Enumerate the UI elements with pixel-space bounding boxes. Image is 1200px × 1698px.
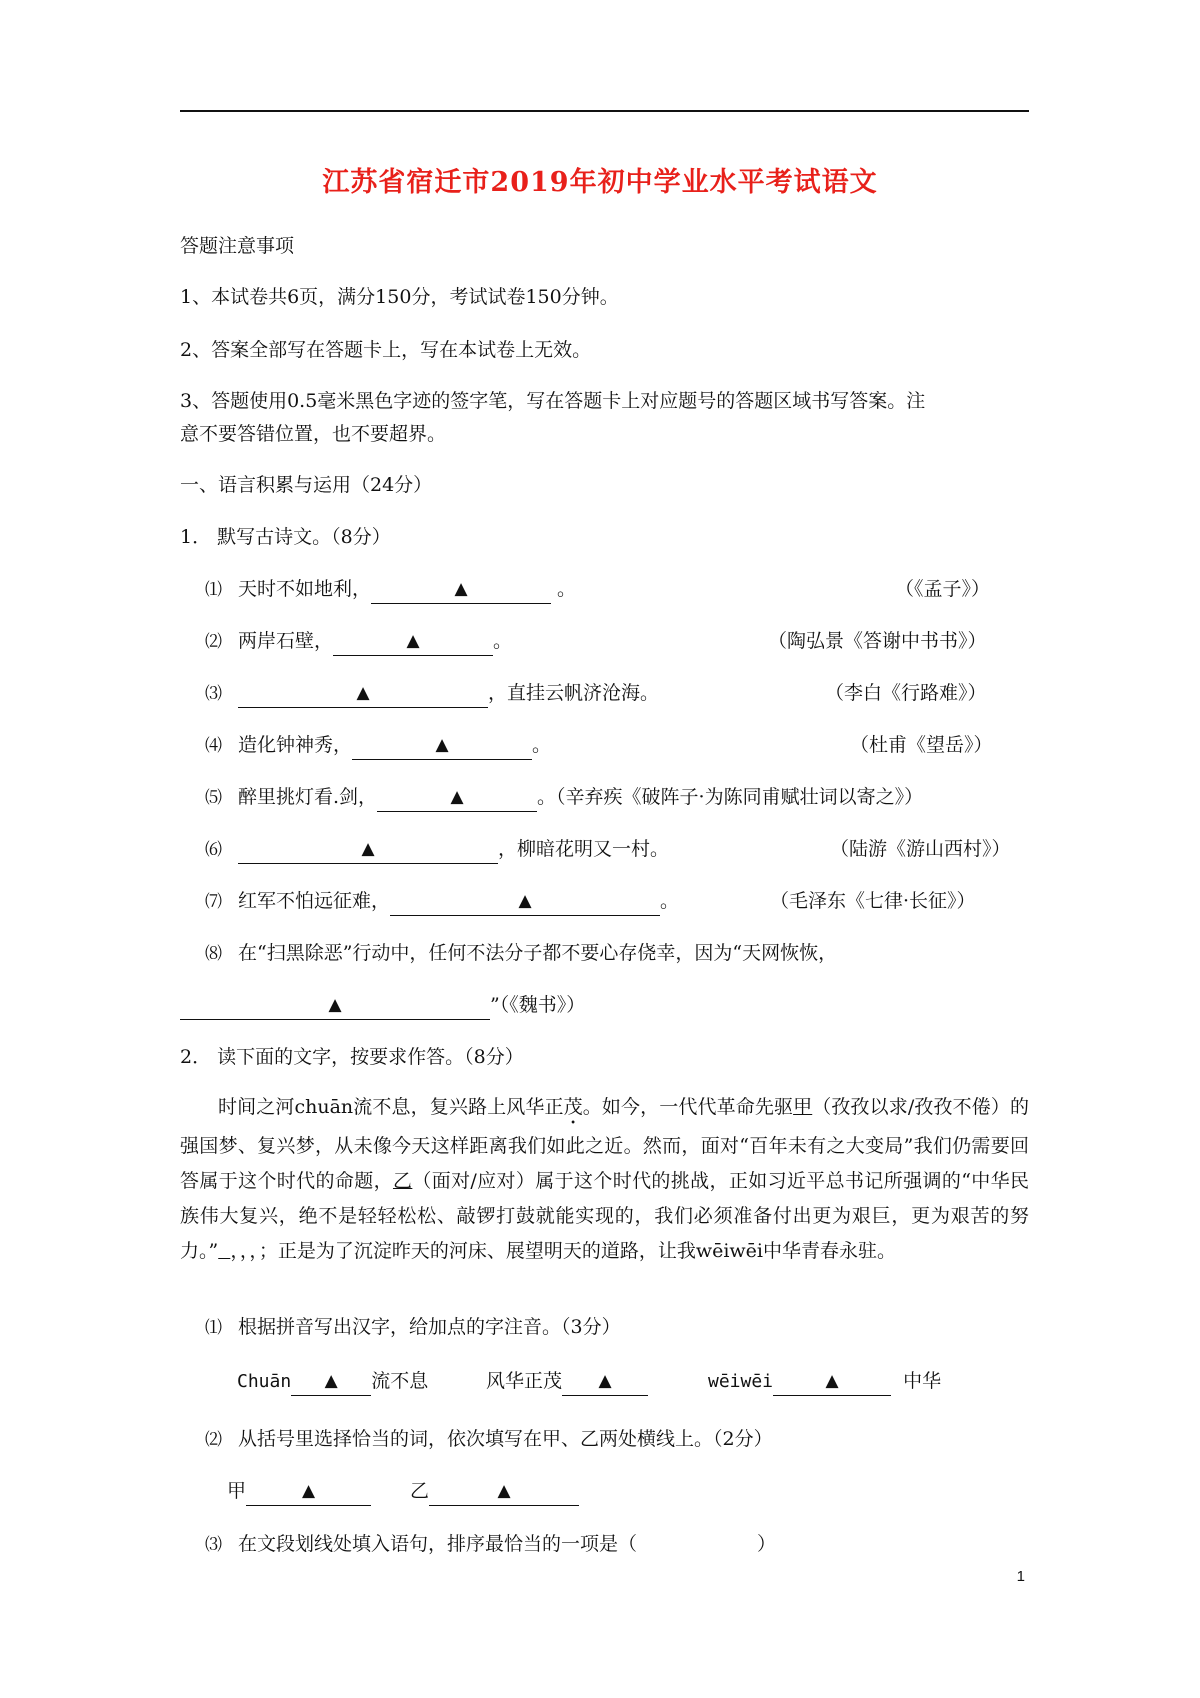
q2-sub-1-answers (237, 1372, 428, 1393)
triangle-marker-icon: ▲ (497, 1481, 511, 1501)
blank-marker-yi: 乙 (392, 1170, 413, 1192)
triangle-marker-icon: ▲ (454, 579, 468, 599)
answer-blank[interactable] (238, 839, 498, 864)
answer-blank[interactable] (291, 1371, 371, 1396)
prompt-tail: 。（辛弃疾《破阵子·为陈同甫赋壮词以寄之》） (537, 786, 924, 808)
passage-text: 时间之河chuān流不息，复兴路上风华正 (218, 1096, 564, 1118)
word-tail: 中华 (903, 1370, 942, 1392)
section-1-heading: 一、语言积累与运用（24分） (180, 474, 433, 496)
q1-heading: 1． 默写古诗文。（8分） (180, 526, 391, 548)
item-number: ⑺ (205, 892, 222, 912)
item-number: ⑻ (205, 944, 222, 964)
page-number: 1 (1016, 1568, 1025, 1585)
notice-item-1: 1、本试卷共6页，满分150分，考试试卷150分钟。 (180, 286, 619, 308)
notice-item-2: 2、答案全部写在答题卡上，写在本试卷上无效。 (180, 339, 592, 361)
q2-sub-3 (205, 1535, 776, 1554)
prompt-text: 两岸石壁， (238, 630, 334, 652)
sub-question-text: 在文段划线处填入语句，排序最恰当的一项是（ (238, 1533, 638, 1555)
prompt-tail: ，柳暗花明又一村。 (498, 838, 670, 860)
triangle-marker-icon: ▲ (450, 787, 464, 807)
answer-blank[interactable] (371, 579, 551, 604)
notice-item-3-line-2: 意不要答错位置，也不要超界。 (180, 423, 447, 445)
answer-blank[interactable] (352, 735, 532, 760)
triangle-marker-icon: ▲ (598, 1371, 612, 1391)
q2-sub-1-answer-c (708, 1372, 941, 1393)
q1-item-6-source: （陆游《游山西村》） (830, 838, 1011, 860)
q1-item-4 (205, 736, 551, 757)
q1-item-2 (205, 632, 512, 653)
item-number: ⑹ (205, 840, 222, 860)
q2-heading: 2． 读下面的文字，按要求作答。（8分） (180, 1046, 524, 1068)
triangle-marker-icon: ▲ (825, 1371, 839, 1391)
item-number: ⑴ (205, 1318, 222, 1338)
triangle-marker-icon: ▲ (356, 683, 370, 703)
label-yi: 乙 (410, 1480, 430, 1502)
prompt-text: 在“扫黑除恶”行动中，任何不法分子都不要心存侥幸，因为“天网恢恢， (238, 942, 838, 964)
prompt-text: 天时不如地利， (238, 578, 372, 600)
prompt-tail: ”（《魏书》） (490, 994, 586, 1016)
dotted-char: 茂 (563, 1096, 583, 1118)
label-jia: 甲 (227, 1480, 247, 1502)
q2-sub-2-answers (227, 1482, 371, 1503)
prompt-tail: 。 (532, 734, 552, 756)
answer-blank[interactable] (429, 1481, 579, 1506)
sub-question-text: 根据拼音写出汉字，给加点的字注音。（3分） (238, 1316, 621, 1338)
q1-item-1-source: （《孟子》） (895, 578, 991, 600)
answer-blank[interactable] (390, 891, 660, 916)
q1-item-8-line-2 (180, 996, 585, 1017)
answer-blank[interactable] (238, 683, 488, 708)
answer-blank[interactable] (773, 1371, 891, 1396)
q2-sub-1 (205, 1318, 621, 1337)
blank-marker-jia: 甲 (793, 1096, 813, 1118)
q1-item-3 (205, 684, 659, 705)
triangle-marker-icon: ▲ (328, 995, 342, 1015)
notice-item-3-line-1: 3、答题使用0.5毫米黑色字迹的签字笔，写在答题卡上对应题号的答题区域书写答案。注 (180, 390, 926, 412)
prompt-tail: 。 (551, 578, 577, 600)
q1-item-7 (205, 892, 679, 913)
passage-text: （孜孜以求/孜孜不倦）的强国梦、复兴梦，从未像今天这样距离我们如此之近。然而，面对“百年未有之大变局”我们仍需要回答属于这个时代的命题， (180, 1096, 1029, 1192)
notice-heading: 答题注意事项 (180, 235, 295, 257)
triangle-marker-icon: ▲ (301, 1481, 316, 1501)
triangle-marker-icon: ▲ (406, 631, 420, 651)
header-rule (180, 110, 1029, 112)
q2-sub-2-answer-yi (410, 1482, 579, 1503)
q1-item-4-source: （杜甫《望岳》） (850, 734, 993, 756)
pinyin-label: Chuān (237, 1371, 292, 1392)
prompt-tail: 。 (660, 890, 680, 912)
passage-text: 。如今，一代代革命先驱 (582, 1096, 794, 1118)
q2-sub-2 (205, 1430, 773, 1449)
item-number: ⑵ (205, 632, 222, 652)
q1-item-3-source: （李白《行路难》） (825, 682, 987, 704)
q1-item-1 (205, 580, 576, 601)
passage-text: （面对/应对）属于这个时代的挑战，正如习近平总书记所强调的“中华民族伟大复兴，绝不是轻轻松松、敲锣打鼓就能实现的，我们必须准备付出更为艰巨，更为艰苦的努力。” (180, 1170, 1029, 1262)
fill-in-underline (218, 1240, 230, 1262)
answer-blank[interactable] (562, 1371, 648, 1396)
word-tail: 流不息 (371, 1370, 429, 1392)
q1-item-2-source: （陶弘景《答谢中书书》） (768, 630, 987, 652)
triangle-marker-icon: ▲ (324, 1371, 338, 1391)
answer-blank[interactable] (333, 631, 493, 656)
item-number: ⑴ (205, 580, 222, 600)
q1-item-5 (205, 788, 923, 809)
triangle-marker-icon: ▲ (361, 839, 375, 859)
word-label: 风华正茂 (486, 1370, 563, 1392)
item-number: ⑸ (205, 788, 222, 808)
triangle-marker-icon: ▲ (518, 891, 532, 911)
answer-blank[interactable] (246, 1481, 371, 1506)
triangle-marker-icon: ▲ (435, 735, 449, 755)
q1-item-6 (205, 840, 669, 861)
sub-question-text: 从括号里选择恰当的词，依次填写在甲、乙两处横线上。（2分） (238, 1428, 773, 1450)
prompt-text: 红军不怕远征难， (238, 890, 391, 912)
q2-passage (180, 1090, 1029, 1269)
pinyin-label: wēiwēi (708, 1371, 774, 1392)
answer-blank[interactable] (180, 995, 490, 1020)
answer-blank[interactable] (377, 787, 537, 812)
q2-sub-1-answer-b (486, 1372, 648, 1393)
page-title: 江苏省宿迁市2019年初中学业水平考试语文 (322, 167, 878, 198)
close-paren: ） (757, 1533, 777, 1555)
item-number: ⑶ (205, 1535, 222, 1555)
prompt-text: 造化钟神秀， (238, 734, 353, 756)
prompt-text: 醉里挑灯看.剑， (238, 786, 378, 808)
passage-text: ，，，；正是为了沉淀昨天的河床、展望明天的道路，让我wēiwēi中华青春永驻。 (230, 1240, 896, 1262)
item-number: ⑶ (205, 684, 222, 704)
prompt-tail: ，直挂云帆济沧海。 (488, 682, 660, 704)
prompt-tail: 。 (493, 630, 513, 652)
q1-item-7-source: （毛泽东《七律·长征》） (770, 890, 976, 912)
item-number: ⑷ (205, 736, 222, 756)
q1-item-8 (205, 944, 837, 963)
item-number: ⑵ (205, 1430, 222, 1450)
